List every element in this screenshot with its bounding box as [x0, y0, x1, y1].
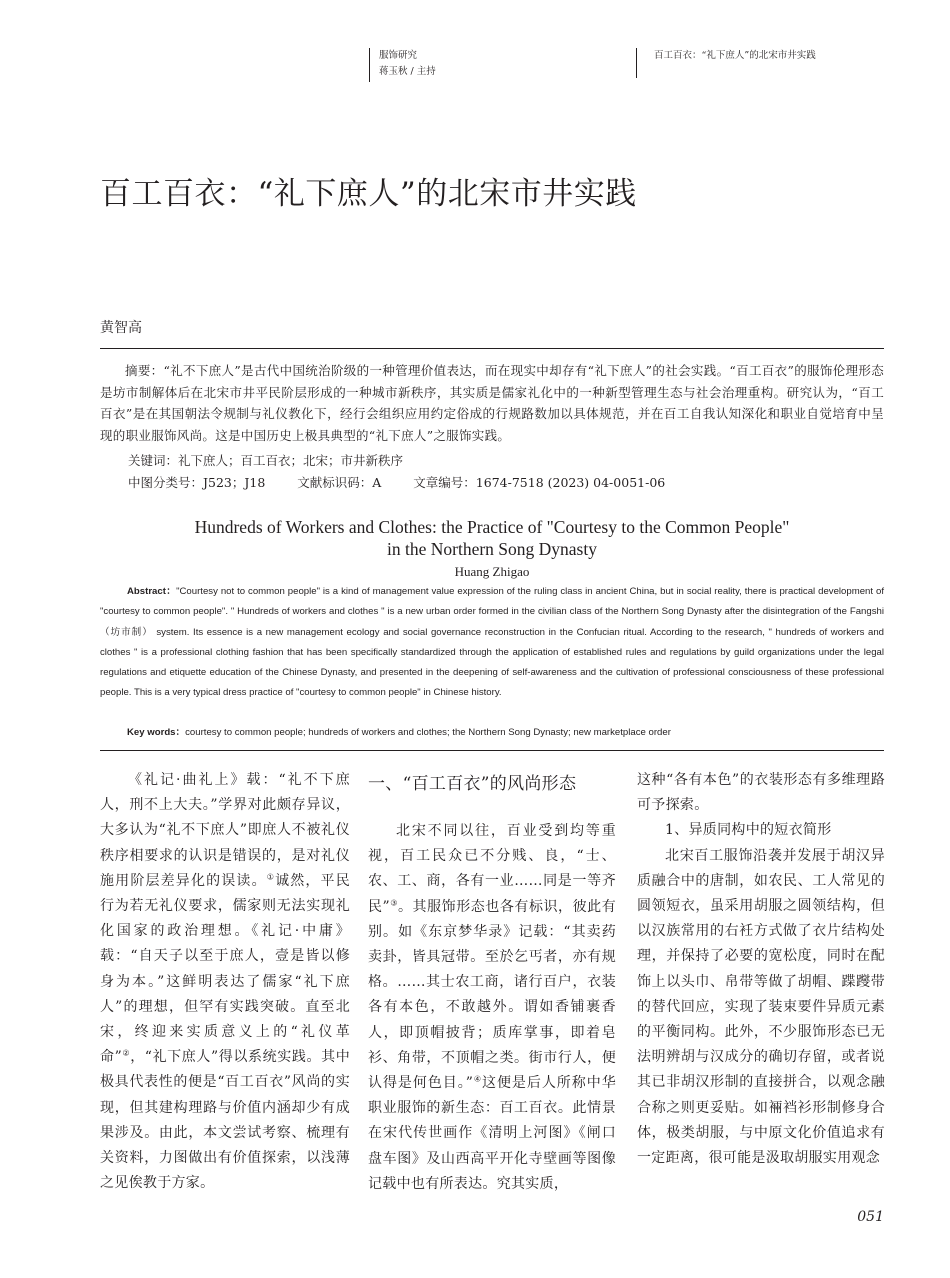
body-paragraph: 北宋不同以往，百业受到均等重视，百工民众已不分贱、良，“士、农、工、商，各有一业……同是一等齐民”③。其服饰形态也各有标识，彼此有别。如《东京梦华录》记载：“其卖药卖卦，皆具冠带。至於乞丐者，亦有规格。……其士农工商，诸行百户，衣装各有本色，不敢越外。谓如香铺裹香人，即顶帽披背；质库掌事，即着皂衫、角带，不顶帽之类。街市行人，便认得是何色目。”④这便是后人所称中华职业服饰的新生态：百工百衣。此情景在宋代传世画作《清明上河图》《闸口盘车图》及山西高平开化寺壁画等图像记载中也有所表达。究其实质， — [368, 823, 616, 1192]
footnote-ref[interactable]: ③ — [390, 897, 398, 907]
classification-line — [128, 473, 693, 493]
article-title: 百工百衣：“礼下庶人”的北宋市井实践 — [100, 176, 637, 212]
top-divider — [100, 348, 884, 349]
body-column-3 — [637, 768, 885, 1171]
body-paragraph: 北宋百工服饰沿袭并发展于胡汉异质融合中的唐制，如农民、工人常见的圆领短衣，虽采用胡服之圆领结构，但以汉族常用的右衽方式做了衣片结构处理，并保持了必要的宽松度，同时在配饰上以头巾、帛带等做了胡帽、蹀躞带的替代回应，实现了装束要件异质元素的平衡同构。此外，不少服饰形态已无法明辨胡与汉成分的确切存留，或者说其已非胡汉形制的直接拼合，以观念融合称之则更妥贴。如裲裆衫形制修身合体，极类胡服，与中原文化价值追求有一定距离，很可能是汲取胡服实用观念 — [637, 847, 885, 1167]
running-title: 百工百衣：“礼下庶人”的北宋市井实践 — [654, 50, 816, 61]
abstract-en-label: Abstract： — [127, 586, 177, 597]
abstract-cn-text: 摘要：“礼不下庶人”是古代中国统治阶级的一种管理价值表达，而在现实中却存有“礼下庶人”的社会实践。“百工百衣”的服饰伦理形态是坊市制解体后在北宋市井平民阶层形成的一种城市新秩序，其实质是儒家礼化中的一种新型管理生态与社会治理重构。研究认为，“百工百衣”是在其国朝法令规制与礼仪教化下，经行会组织应用约定俗成的行规路数加以具体规范，并在百工自我认知深化和职业自觉培育中呈现的职业服饰风尚。这是中国历史上极具典型的“礼下庶人”之服饰实践。 — [100, 363, 884, 443]
column-host: 蒋玉秋 / 主持 — [379, 66, 436, 77]
section-heading: 一、“百工百衣”的风尚形态 — [368, 774, 577, 794]
abstract-cn — [100, 360, 884, 446]
abstract-en-text: "Courtesy not to common people" is a kind of management value expression of the ruling class in ancient China, but in social reality, there is practical development of "courtesy to common people". " Hundreds of workers and clothes " is a new urban order formed in the civilian class of the Northern Song Dynasty after the disintegration of the Fangshi（坊市制） system. Its essence is a new management ecology and social governance reconstruction in the Confucian ritual. According to the research, " hundreds of workers and clothes " is a professional clothing fashion that has been specifically standardized through the application of established rules and regulations by guild organizations under the legal regulations and etiquette education of the Chinese Dynasty, and presented in the deepening of self-awareness and the cultivation of professional consciousness of these professional people. This is a very typical dress practice of "courtesy to common people" in Chinese history. — [100, 586, 885, 699]
footnote-ref[interactable]: ② — [122, 1048, 131, 1058]
english-title-line2: in the Northern Song Dynasty — [387, 539, 597, 559]
keywords-en-label: Key words： — [127, 727, 186, 738]
doc-code: 文献标识码：A — [297, 475, 382, 490]
keywords-en-text: courtesy to common people; hundreds of workers and clothes; the Northern Song Dynasty; new marketplace order — [185, 727, 671, 738]
running-header-left — [369, 48, 436, 82]
body-paragraph: 《礼记·曲礼上》载：“礼不下庶人，刑不上大夫。”学界对此颇存异议，大多认为“礼不下庶人”即庶人不被礼仪秩序相要求的认识是错误的，是对礼仪施用阶层差异化的误读。①诚然，平民行为若无礼仪要求，儒家则无法实现礼化国家的政治理想。《礼记·中庸》载：“自天子以至于庶人，壹是皆以修身为本。”这鲜明表达了儒家“礼下庶人”的理想，但罕有实践突破。直至北宋，终迎来实质意义上的“礼仪革命”②，“礼下庶人”得以系统实践。其中极具代表性的便是“百工百衣”风尚的实现，但其建构理路与价值内涵却少有成果涉及。由此，本文尝试考察、梳理有关资料，力图做出有价值探索，以浅薄之见俟教于方家。 — [100, 772, 351, 1192]
body-column-1 — [100, 768, 350, 1196]
abstract-en — [100, 582, 884, 704]
footnote-ref[interactable]: ① — [266, 872, 276, 882]
subsection-heading: 1、异质同构中的短衣简形 — [665, 822, 832, 839]
english-title-line1: Hundreds of Workers and Clothes: the Practice of "Courtesy to the Common People" — [194, 517, 790, 537]
keywords-cn: 关键词：礼下庶人；百工百衣；北宋；市井新秩序 — [128, 453, 404, 468]
footnote-ref[interactable]: ④ — [473, 1074, 482, 1084]
english-author: Huang Zhigao — [454, 564, 530, 579]
class-number: 中图分类号：J523；J18 — [128, 475, 266, 490]
english-title — [100, 516, 884, 560]
running-header-right — [636, 48, 816, 78]
article-number: 文章编号：1674-7518 (2023) 04-0051-06 — [413, 475, 666, 490]
page-number: 051 — [857, 1209, 884, 1225]
article-author: 黄智高 — [100, 320, 142, 336]
body-column-2 — [368, 768, 616, 1197]
body-paragraph-continued: 这种“各有本色”的衣装形态有多维理路可予探索。 — [637, 772, 885, 814]
bottom-divider — [100, 750, 884, 751]
column-name: 服饰研究 — [379, 50, 418, 61]
keywords-en — [127, 724, 671, 742]
